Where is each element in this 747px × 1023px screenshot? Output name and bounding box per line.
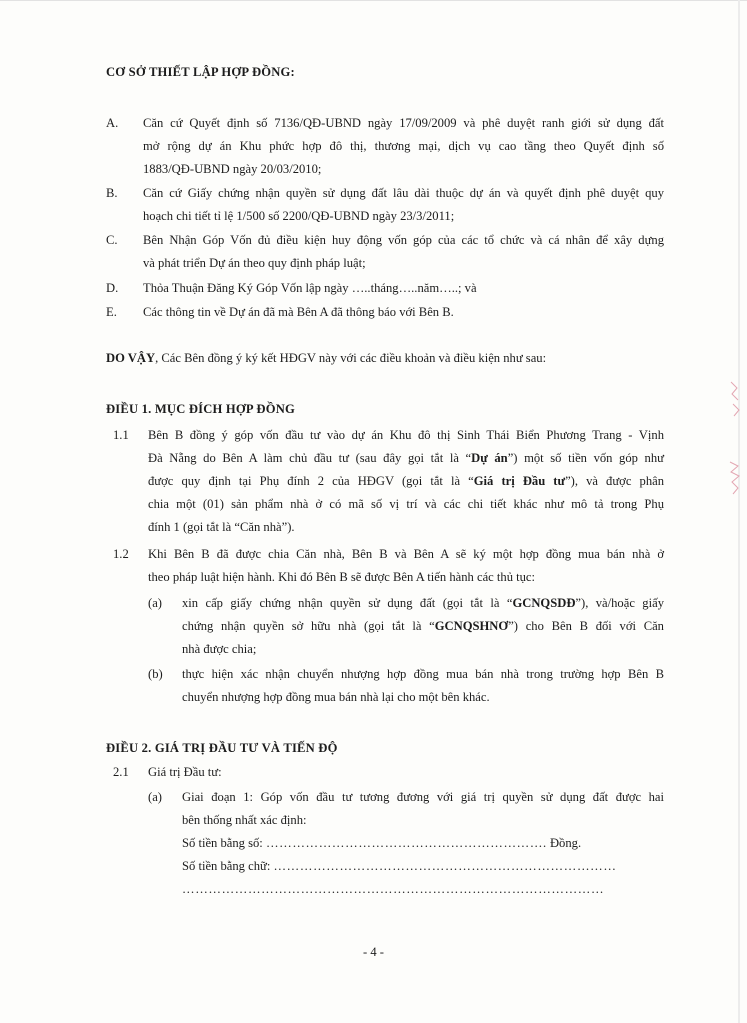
- term-gcnqshno: GCNQSHNƠ: [434, 619, 509, 633]
- term-gia-tri-dau-tu: Giá trị Đầu tư: [473, 474, 566, 488]
- basis-text-line: Căn cứ Quyết định số 7136/QĐ-UBND ngày 17/09/2009 và phê duyệt ranh giới sử dụng đất: [143, 116, 664, 130]
- basis-text-line: Các thông tin về Dự án đã mà Bên A đã thông báo với Bên B.: [143, 305, 454, 319]
- amount-number-unit: Đồng.: [549, 836, 582, 850]
- clause-1-2-line: Khi Bên B đã được chia Căn nhà, Bên B và Bên A sẽ ký một hợp đồng mua bán nhà ở: [148, 547, 664, 561]
- margin-stamp-mark: [728, 380, 742, 418]
- basis-text-line: mở rộng dự án Khu phức hợp đô thị, thương mại, dịch vụ cao tầng theo Quyết định số: [143, 139, 664, 153]
- term-du-an: Dự án: [471, 451, 508, 465]
- basis-text-line: và phát triển Dự án theo quy định pháp luật;: [143, 256, 366, 270]
- clause-1-2-line: theo pháp luật hiện hành. Khi đó Bên B sẽ được Bên A tiến hành các thủ tục:: [148, 570, 536, 584]
- subclause-a-line: nhà được chia;: [182, 642, 257, 656]
- margin-stamp-mark: [726, 460, 742, 496]
- amount-number-label: Số tiền bằng số:: [182, 836, 263, 850]
- therefore-lead: DO VẬY: [106, 351, 156, 365]
- amount-number-blank: ……………………………………………………….: [265, 836, 547, 850]
- article1-heading: ĐIỀU 1. MỤC ĐÍCH HỢP ĐỒNG: [106, 402, 296, 416]
- subclause-b-line: chuyển nhượng hợp đồng mua bán nhà lại cho một bên khác.: [182, 690, 490, 704]
- clause-2-1-label: Giá trị Đầu tư:: [148, 765, 222, 779]
- basis-marker: A.: [106, 116, 119, 130]
- therefore-text: , Các Bên đồng ý ký kết HĐGV này với các điều khoản và điều kiện như sau:: [155, 351, 547, 365]
- basis-text-line: hoạch chi tiết tỉ lệ 1/500 số 2200/QĐ-UBND ngày 23/3/2011;: [143, 209, 455, 223]
- clause-1-1-line: đính 1 (gọi tắt là “Căn nhà”).: [148, 520, 295, 534]
- clause-1-2-marker: 1.2: [113, 547, 129, 561]
- clause-1-1-line: Bên B đồng ý góp vốn đầu tư vào dự án Khu đô thị Sinh Thái Biển Phương Trang - Vịnh: [148, 428, 664, 442]
- page-number: - 4 -: [363, 945, 384, 959]
- subclause-b-line: thực hiện xác nhận chuyển nhượng hợp đồng mua bán nhà trong trường hợp Bên B: [182, 667, 664, 681]
- term-gcnqsdd: GCNQSDĐ: [512, 596, 576, 610]
- clause-1-1-line: chia một (01) sản phẩm nhà ở có mã số vị trí và các chi tiết khác như mô tả trong Phụ: [148, 497, 664, 511]
- subclause-a-marker: (a): [148, 790, 162, 804]
- amount-words-blank-continued: ……………………………………………………………………………………: [182, 882, 605, 896]
- amount-words-row: [182, 859, 617, 874]
- basis-text-line: Căn cứ Giấy chứng nhận quyền sử dụng đất lâu dài thuộc dự án và quyết định phê duyệt quy: [143, 186, 664, 200]
- basis-text-line: 1883/QĐ-UBND ngày 20/03/2010;: [143, 162, 322, 176]
- subclause-a-line: xin cấp giấy chứng nhận quyền sử dụng đất (gọi tắt là “GCNQSDĐ”), và/hoặc giấy: [182, 596, 664, 610]
- article2-heading: ĐIỀU 2. GIÁ TRỊ ĐẦU TƯ VÀ TIẾN ĐỘ: [106, 741, 338, 755]
- subclause-b-marker: (b): [148, 667, 163, 681]
- page-right-edge: [738, 0, 740, 1023]
- amount-words-blank: ……………………………………………………………………: [273, 859, 617, 873]
- basis-marker: E.: [106, 305, 117, 319]
- amount-number-row: [182, 836, 581, 851]
- clause-1-1-line: Đà Nẵng do Bên A làm chủ đầu tư (sau đây gọi tắt là “Dự án”) một số tiền vốn góp như: [148, 451, 664, 465]
- basis-text-line: Bên Nhận Góp Vốn đủ điều kiện huy động vốn góp của các tổ chức và cá nhân để xây dựng: [143, 233, 664, 247]
- therefore-paragraph: [106, 351, 546, 366]
- subclause-a-marker: (a): [148, 596, 162, 610]
- basis-marker: D.: [106, 281, 119, 295]
- clause-1-1-line: được quy định tại Phụ đính 2 của HĐGV (gọi tắt là “Giá trị Đầu tư”), và được phân: [148, 474, 664, 488]
- clause-1-1-marker: 1.1: [113, 428, 129, 442]
- subclause-a-line: Giai đoạn 1: Góp vốn đầu tư tương đương với giá trị quyền sử dụng đất được hai: [182, 790, 664, 804]
- basis-text-line: Thỏa Thuận Đăng Ký Góp Vốn lập ngày …..tháng…..năm…..; và: [143, 281, 477, 295]
- subclause-a-line: bên thống nhất xác định:: [182, 813, 307, 827]
- basis-marker: C.: [106, 233, 118, 247]
- basis-heading: CƠ SỞ THIẾT LẬP HỢP ĐỒNG:: [106, 65, 295, 79]
- basis-marker: B.: [106, 186, 118, 200]
- clause-2-1-marker: 2.1: [113, 765, 129, 779]
- page-top-border: [0, 0, 747, 1]
- amount-words-label: Số tiền bằng chữ:: [182, 859, 271, 873]
- subclause-a-line: chứng nhận quyền sở hữu nhà (gọi tắt là “GCNQSHNƠ”) cho Bên B đối với Căn: [182, 619, 664, 633]
